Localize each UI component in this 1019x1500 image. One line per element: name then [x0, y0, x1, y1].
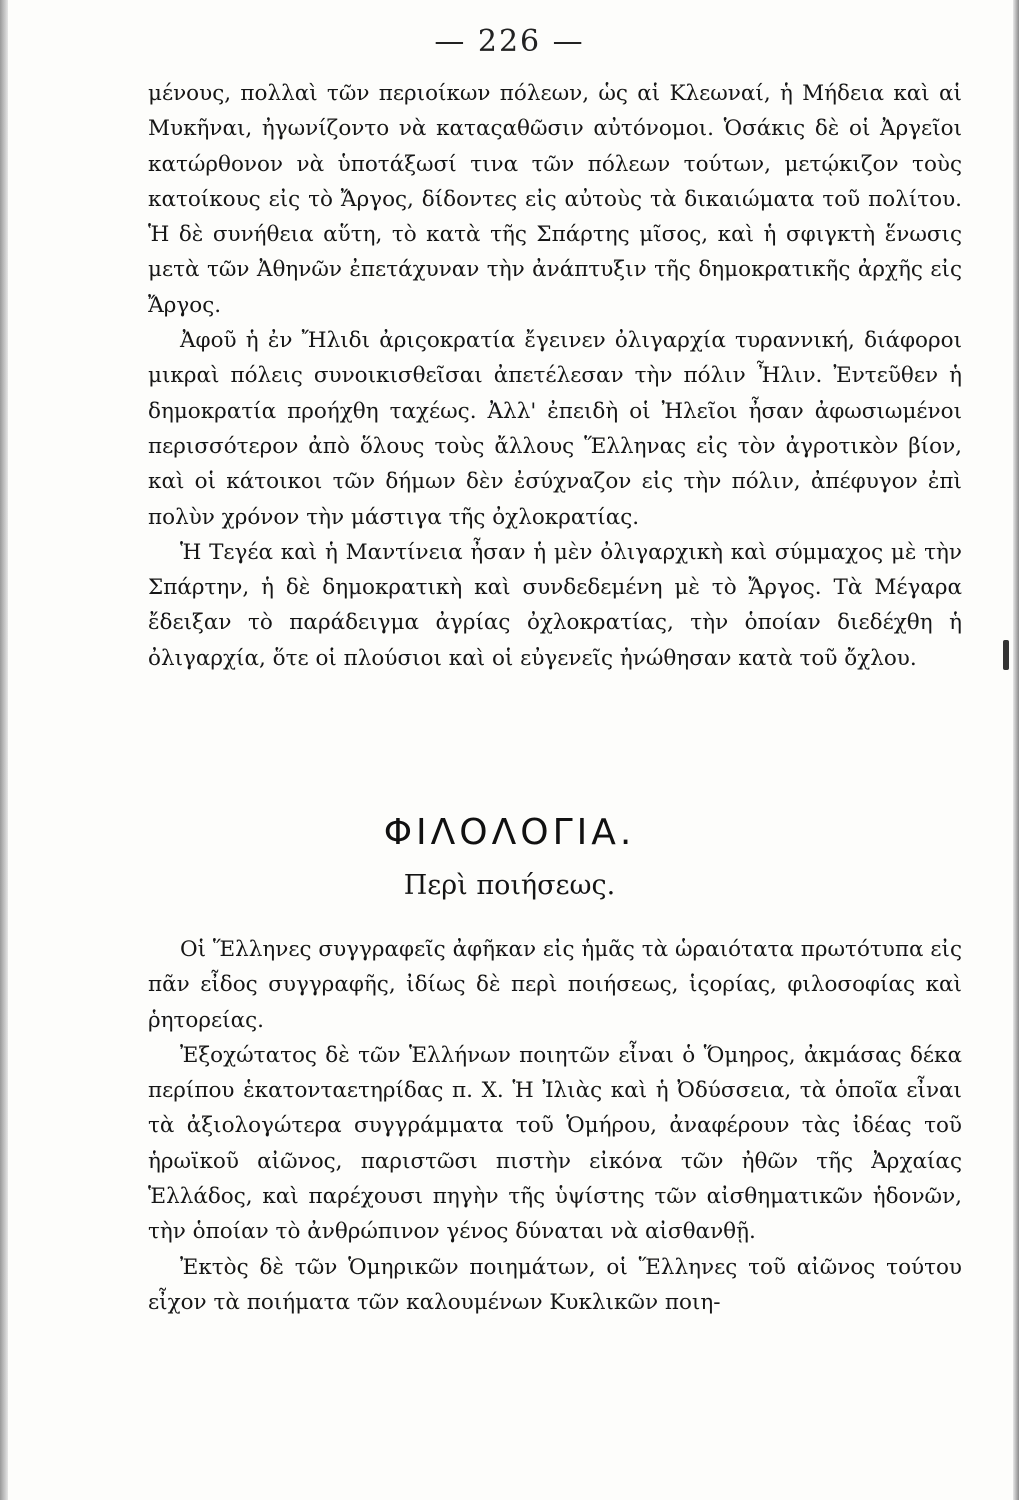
- section-subheading: Περὶ ποιήσεως.: [403, 870, 616, 901]
- paragraph-elis: Ἀφοῦ ἡ ἐν Ἤλιδι ἀριςοκρατία ἔγεινεν ὀλιγαρχία τυραννική, διάφοροι μικραὶ πόλεις συνοικισθεῖσαι ἀπετέλεσαν τὴν πόλιν Ἦλιν. Ἐντεῦθεν ἡ δημοκρατία προήχθη ταχέως. Ἀλλ' ἐπειδὴ οἱ Ἠλεῖοι ἦσαν ἀφωσιωμένοι περισσότερον ἀπὸ ὅλους τοὺς ἄλλους Ἕλληνας εἰς τὸν ἀγροτικὸν βίον, καὶ οἱ κάτοικοι τῶν δήμων δὲν ἐσύχναζον εἰς τὴν πόλιν, ἀπέφυγον ἐπὶ πολὺν χρόνον τὴν μάστιγα τῆς ὀχλοκρατίας.: [148, 328, 962, 530]
- paragraph-cyclic-poets: Ἐκτὸς δὲ τῶν Ὁμηρικῶν ποιημάτων, οἱ Ἕλληνες τοῦ αἰῶνος τούτου εἶχον τὰ ποιήματα τῶν καλουμένων Κυκλικῶν ποιη-: [148, 1254, 962, 1315]
- page-left-edge-shadow: [0, 0, 8, 1500]
- poetry-text-block: [148, 932, 962, 1320]
- page-right-edge-shadow: [1013, 0, 1019, 1500]
- top-text-block: [148, 76, 962, 676]
- page-number: — 226 —: [434, 24, 585, 59]
- scan-speck: [1003, 640, 1009, 670]
- paragraph-continuation: μένους, πολλαὶ τῶν περιοίκων πόλεων, ὡς αἱ Κλεωναί, ἡ Μήδεια καὶ αἱ Μυκῆναι, ἠγωνίζοντο νὰ καταςαθῶσιν αὐτόνομοι. Ὁσάκις δὲ οἱ Ἀργεῖοι κατώρθονον νὰ ὑποτάξωσί τινα τῶν πόλεων τούτων, μετῴκιζον τοὺς κατοίκους εἰς τὸ Ἄργος, δίδοντες εἰς αὐτοὺς τὰ δικαιώματα τοῦ πολίτου. Ἡ δὲ συνήθεια αὕτη, τὸ κατὰ τῆς Σπάρτης μῖσος, καὶ ἡ σφιγκτὴ ἕνωσις μετὰ τῶν Ἀθηνῶν ἐπετάχυναν τὴν ἀνάπτυξιν τῆς δημοκρατικῆς ἀρχῆς εἰς Ἄργος.: [148, 81, 962, 318]
- paragraph-homer: Ἐξοχώτατος δὲ τῶν Ἑλλήνων ποιητῶν εἶναι ὁ Ὅμηρος, ἀκμάσας δέκα περίπου ἑκατονταετηρίδας π. Χ. Ἡ Ἰλιὰς καὶ ἡ Ὀδύσσεια, τὰ ὁποῖα εἶναι τὰ ἀξιολογώτερα συγγράμματα τοῦ Ὁμήρου, ἀναφέρουν τὰς ἰδέας τοῦ ἡρωϊκοῦ αἰῶνος, παριστῶσι πιστὴν εἰκόνα τῶν ἠθῶν τῆς Ἀρχαίας Ἑλλάδος, καὶ παρέχουσι πηγὴν τῆς ὑψίστης τῶν αἰσθηματικῶν ἡδονῶν, τὴν ὁποίαν τὸ ἀνθρώπινον γένος δύναται νὰ αἰσθανθῇ.: [148, 1042, 962, 1245]
- paragraph-greek-writers: Οἱ Ἕλληνες συγγραφεῖς ἀφῆκαν εἰς ἡμᾶς τὰ ὡραιότατα πρωτότυπα εἰς πᾶν εἶδος συγγραφῆς, ἰδίως δὲ περὶ ποιήσεως, ἱςορίας, φιλοσοφίας καὶ ῥητορείας.: [148, 937, 962, 1033]
- section-heading: ΦΙΛΟΛΟΓΙΑ.: [383, 812, 636, 853]
- paragraph-tegea: Ἡ Τεγέα καὶ ἡ Μαντίνεια ἦσαν ἡ μὲν ὀλιγαρχικὴ καὶ σύμμαχος μὲ τὴν Σπάρτην, ἡ δὲ δημοκρατικὴ καὶ συνδεδεμένη μὲ τὸ Ἄργος. Τὰ Μέγαρα ἔδειξαν τὸ παράδειγμα ἀγρίας ὀχλοκρατίας, τὴν ὁποίαν διεδέχθη ἡ ὀλιγαρχία, ὅτε οἱ πλούσιοι καὶ οἱ εὐγενεῖς ἠνώθησαν κατὰ τοῦ ὄχλου.: [148, 539, 962, 671]
